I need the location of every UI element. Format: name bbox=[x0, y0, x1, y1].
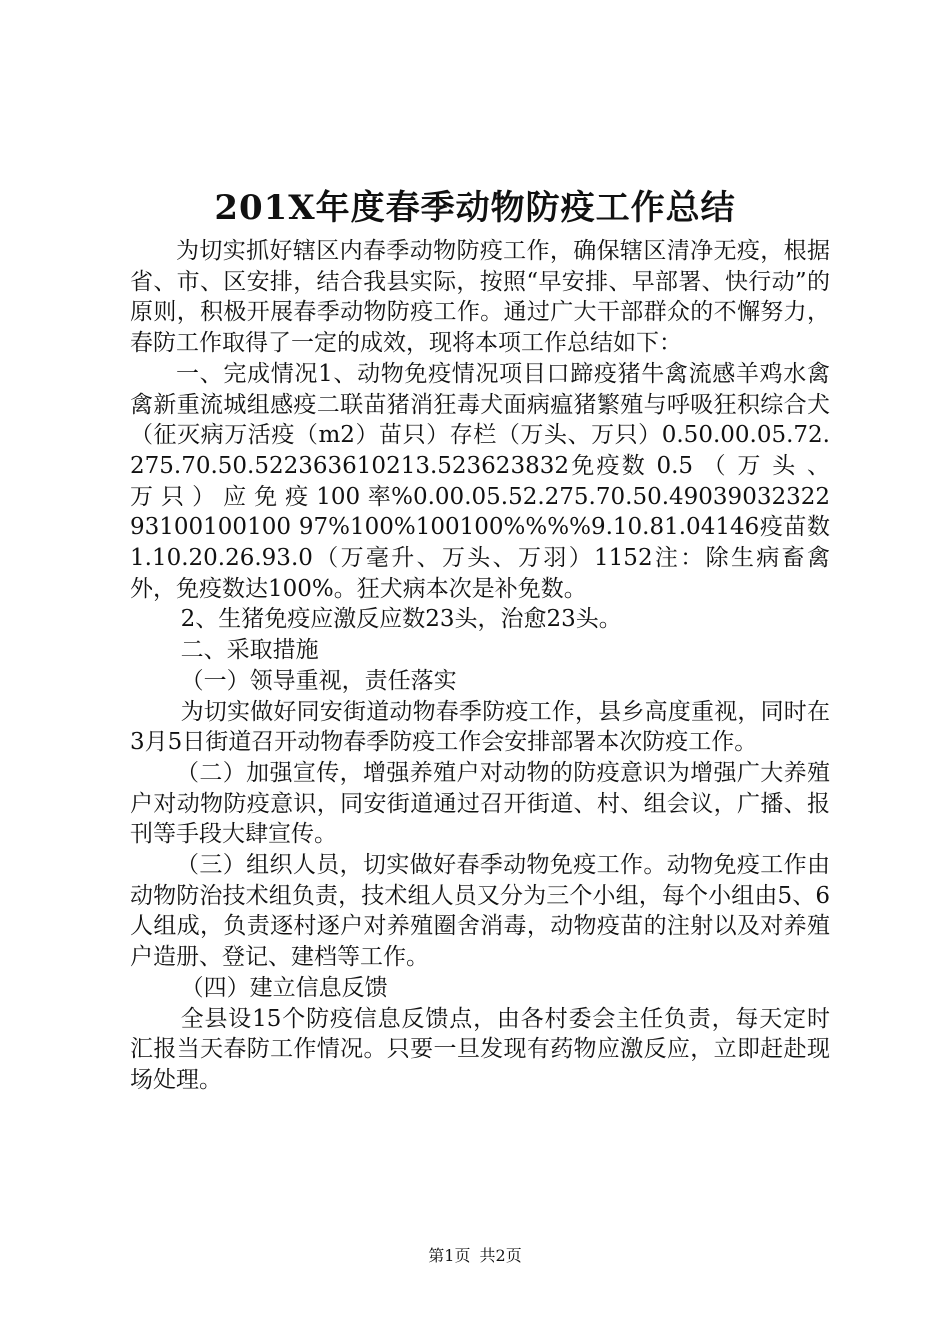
page-footer bbox=[0, 1244, 950, 1268]
paragraph-organization: （三）组织人员，切实做好春季动物免疫工作。动物免疫工作由动物防治技术组负责，技术组人员又分为三个小组，每个小组由5、6人组成，负责逐村逐户对养殖圈舍消毒，动物疫苗的注射以及对养殖户造册、登记、建档等工作。 bbox=[130, 852, 830, 971]
heading-leadership: （一）领导重视，责任落实 bbox=[180, 667, 457, 694]
page-number: 第1页 bbox=[428, 1246, 471, 1265]
heading-measures: 二、采取措施 bbox=[180, 637, 319, 664]
paragraph-publicity: （二）加强宣传，增强养殖户对动物的防疫意识为增强广大养殖户对动物防疫意识，同安街道通过召开街道、村、组会议，广播、报刊等手段大肆宣传。 bbox=[130, 759, 830, 848]
document-body bbox=[130, 236, 830, 1096]
document-title: 201X年度春季动物防疫工作总结 bbox=[214, 188, 736, 228]
page-total: 共2页 bbox=[479, 1246, 522, 1265]
paragraph-stress-reaction: 2、生猪免疫应激反应数23头，治愈23头。 bbox=[180, 606, 622, 633]
paragraph-leadership: 为切实做好同安街道动物春季防疫工作，县乡高度重视，同时在3月5日街道召开动物春季防疫工作会安排部署本次防疫工作。 bbox=[130, 698, 830, 756]
paragraph-completion-status: 一、完成情况1、动物免疫情况项目口蹄疫猪牛禽流感羊鸡水禽禽新重流城组感疫二联苗猪消狂毒犬面病瘟猪繁殖与呼吸狂积综合犬（征灭病万活疫（m2）苗只）存栏（万头、万只）0.50.00.05.72.275.70.50.522363610213.523623832免疫数 0.5 （ 万 头 、 万 只 ） 应 免 疫 100 率%0.00.05.52.275.70.50.4903903232293100100100 97%100%100100%%%%9.10.81.04146疫苗数1.10.20.26.93.0（万毫升、万头、万羽）1152注：除生病畜禽外，免疫数达100%。狂犬病本次是补免数。 bbox=[130, 360, 830, 602]
paragraph-intro: 为切实抓好辖区内春季动物防疫工作，确保辖区清净无疫，根据省、市、区安排，结合我县实际，按照“早安排、早部署、快行动”的原则，积极开展春季动物防疫工作。通过广大干部群众的不懈努力，春防工作取得了一定的成效，现将本项工作总结如下： bbox=[130, 238, 830, 357]
heading-feedback: （四）建立信息反馈 bbox=[180, 974, 388, 1001]
paragraph-feedback: 全县设15个防疫信息反馈点，由各村委会主任负责，每天定时汇报当天春防工作情况。只要一旦发现有药物应激反应，立即赶赴现场处理。 bbox=[130, 1005, 830, 1093]
